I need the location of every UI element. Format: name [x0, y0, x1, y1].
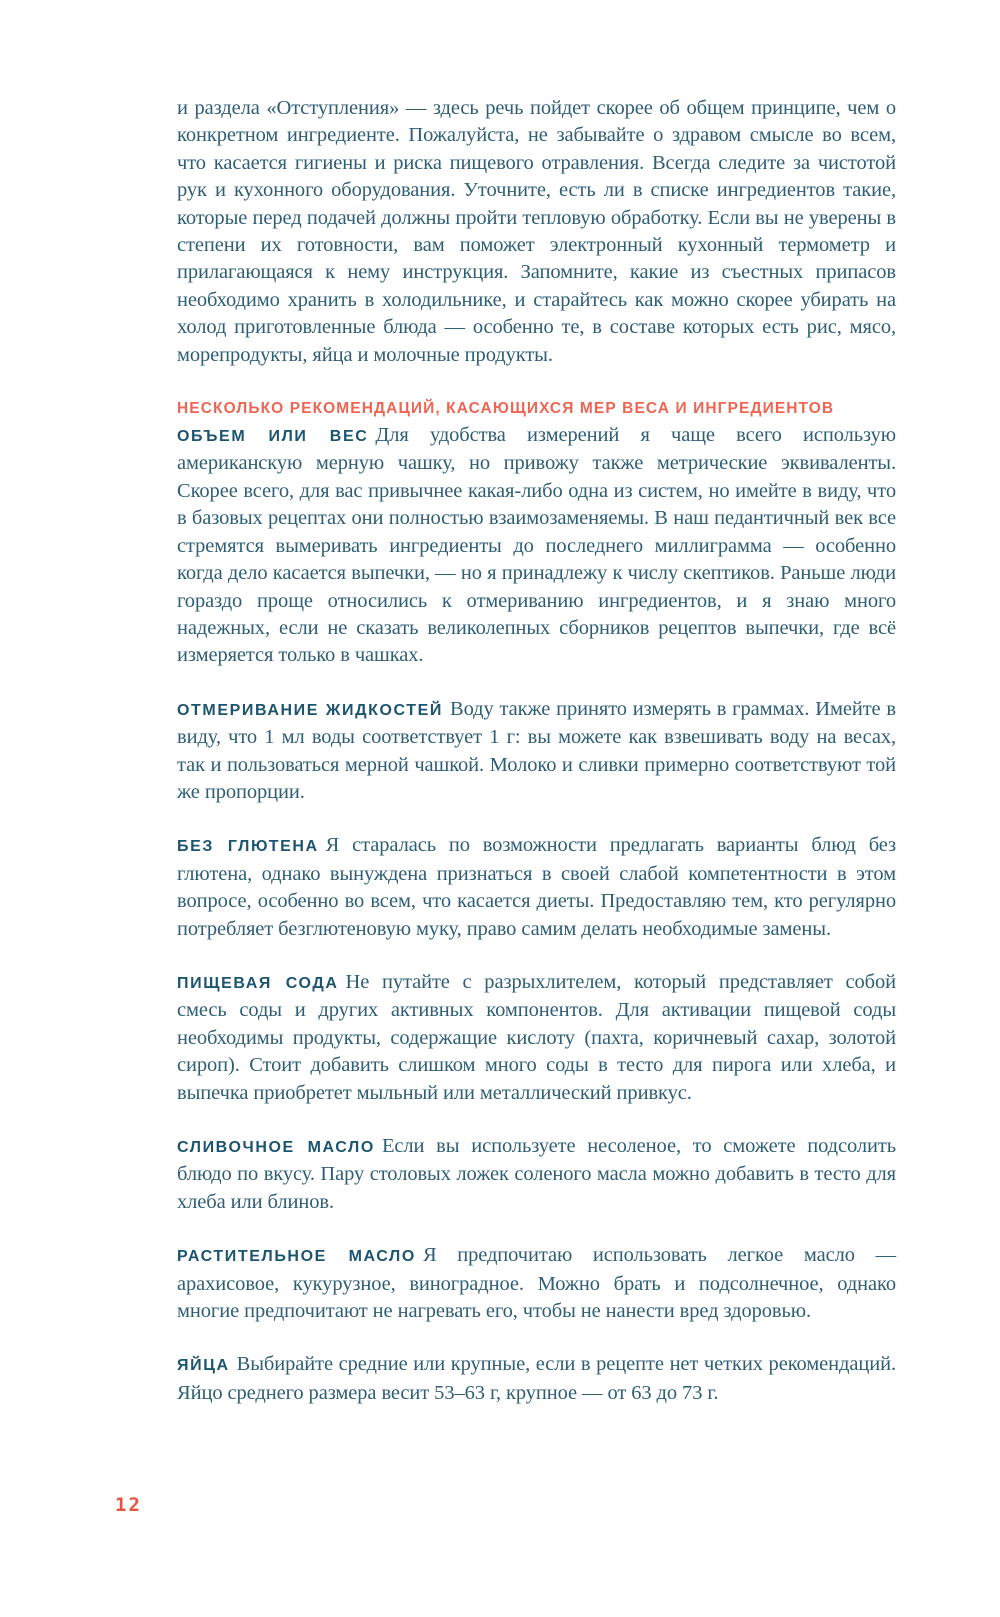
entry-text: Для удобства измерений я чаще всего использую американскую мерную чашку, но привожу также метрические эквиваленты. Скорее всего, для вас привычнее какая-либо одна из систем, но имейте в виду, что в базовых рецептах они полностью взаимозаменяемы. В наш педантичный век все стремятся вымеривать ингредиенты до последнего миллиграмма — особенно когда дело касается выпечки, — но я принадлежу к числу скептиков. Раньше люди гораздо проще относились к отмериванию ингредиентов, и я знаю много надежных, если не сказать великолепных сборников рецептов выпечки, где всё измеряется только в чашках.	[177, 424, 896, 667]
ingredient-entry	[177, 1351, 896, 1407]
entry-term: ПИЩЕВАЯ СОДА	[177, 974, 339, 992]
entry-term: ЯЙЦА	[177, 1357, 230, 1375]
entry-term: БЕЗ ГЛЮТЕНА	[177, 838, 319, 856]
entry-term: ОБЪЕМ ИЛИ ВЕС	[177, 428, 369, 446]
intro-paragraph: и раздела «Отступления» — здесь речь пойдет скорее об общем принципе, чем о конкретном ингредиенте. Пожалуйста, не забывайте о здравом смысле во всем, что касается гигиены и риска пищевого отравления. Всегда следите за чистотой рук и кухонного оборудования. Уточните, есть ли в списке ингредиентов такие, которые перед подачей должны пройти тепловую обработку. Если вы не уверены в степени их готовности, вам поможет электронный кухонный термометр и прилагающаяся к нему инструкция. Запомните, какие из съестных припасов необходимо хранить в холодильнике, и старайтесь как можно скорее убирать на холод приготовленные блюда — особенно те, в составе которых есть рис, мясо, морепродукты, яйца и молочные продукты.	[177, 97, 896, 366]
page-number: 12	[115, 1494, 142, 1516]
entry-text: Выбирайте средние или крупные, если в рецепте нет четких рекомендаций. Яйцо среднего размера весит 53–63 г, крупное — от 63 до 73 г.	[177, 1353, 896, 1404]
entry-term: СЛИВОЧНОЕ МАСЛО	[177, 1139, 375, 1156]
entry-text: Я старалась по возможности предлагать варианты блюд без глютена, однако вынуждена признаться в своей слабой компетентности в этом вопросе, особенно во всем, что касается диеты. Предоставляю тем, кто регулярно потребляет безглютеновую муку, право самим делать необходимые замены.	[177, 834, 896, 940]
section-heading: НЕСКОЛЬКО РЕКОМЕНДАЦИЙ, КАСАЮЩИХСЯ МЕР ВЕСА И ИНГРЕДИЕНТОВ	[177, 400, 835, 418]
ingredient-entry	[177, 969, 896, 1107]
entry-text: Не путайте с разрыхлителем, который представляет собой смесь соды и других активных компонентов. Для активации пищевой соды необходимы продукты, содержащие кислоту (пахта, коричневый сахар, золотой сироп). Стоит добавить слишком много соды в тесто для пирога или хлеба, и выпечка приобретет мыльный или металлический привкус.	[177, 970, 896, 1104]
entry-text: Если вы используете несоленое, то сможете подсолить блюдо по вкусу. Пару столовых ложек соленого масла можно добавить в тесто для хлеба или блинов.	[177, 1135, 897, 1213]
ingredient-entry	[177, 696, 896, 807]
ingredient-entry	[177, 1242, 896, 1325]
entry-text: Воду также принято измерять в граммах. Имейте в виду, что 1 мл воды соответствует 1 г: вы можете как взвешивать воду на весах, так и пользоваться мерной чашкой. Молоко и сливки примерно соответствуют той же пропорции.	[177, 697, 896, 803]
text-block	[177, 95, 896, 1407]
ingredient-entry	[177, 1133, 896, 1216]
ingredient-entry	[177, 422, 896, 670]
entry-term: РАСТИТЕЛЬНОЕ МАСЛО	[177, 1248, 416, 1266]
entry-text: Я предпочитаю использовать легкое масло — арахисовое, кукурузное, виноградное. Можно брать и подсолнечное, однако многие предпочитают не нагревать его, чтобы не нанести вред здоровью.	[177, 1244, 896, 1323]
entry-term: ОТМЕРИВАНИЕ ЖИДКОСТЕЙ	[177, 701, 443, 719]
ingredient-entry	[177, 832, 896, 943]
